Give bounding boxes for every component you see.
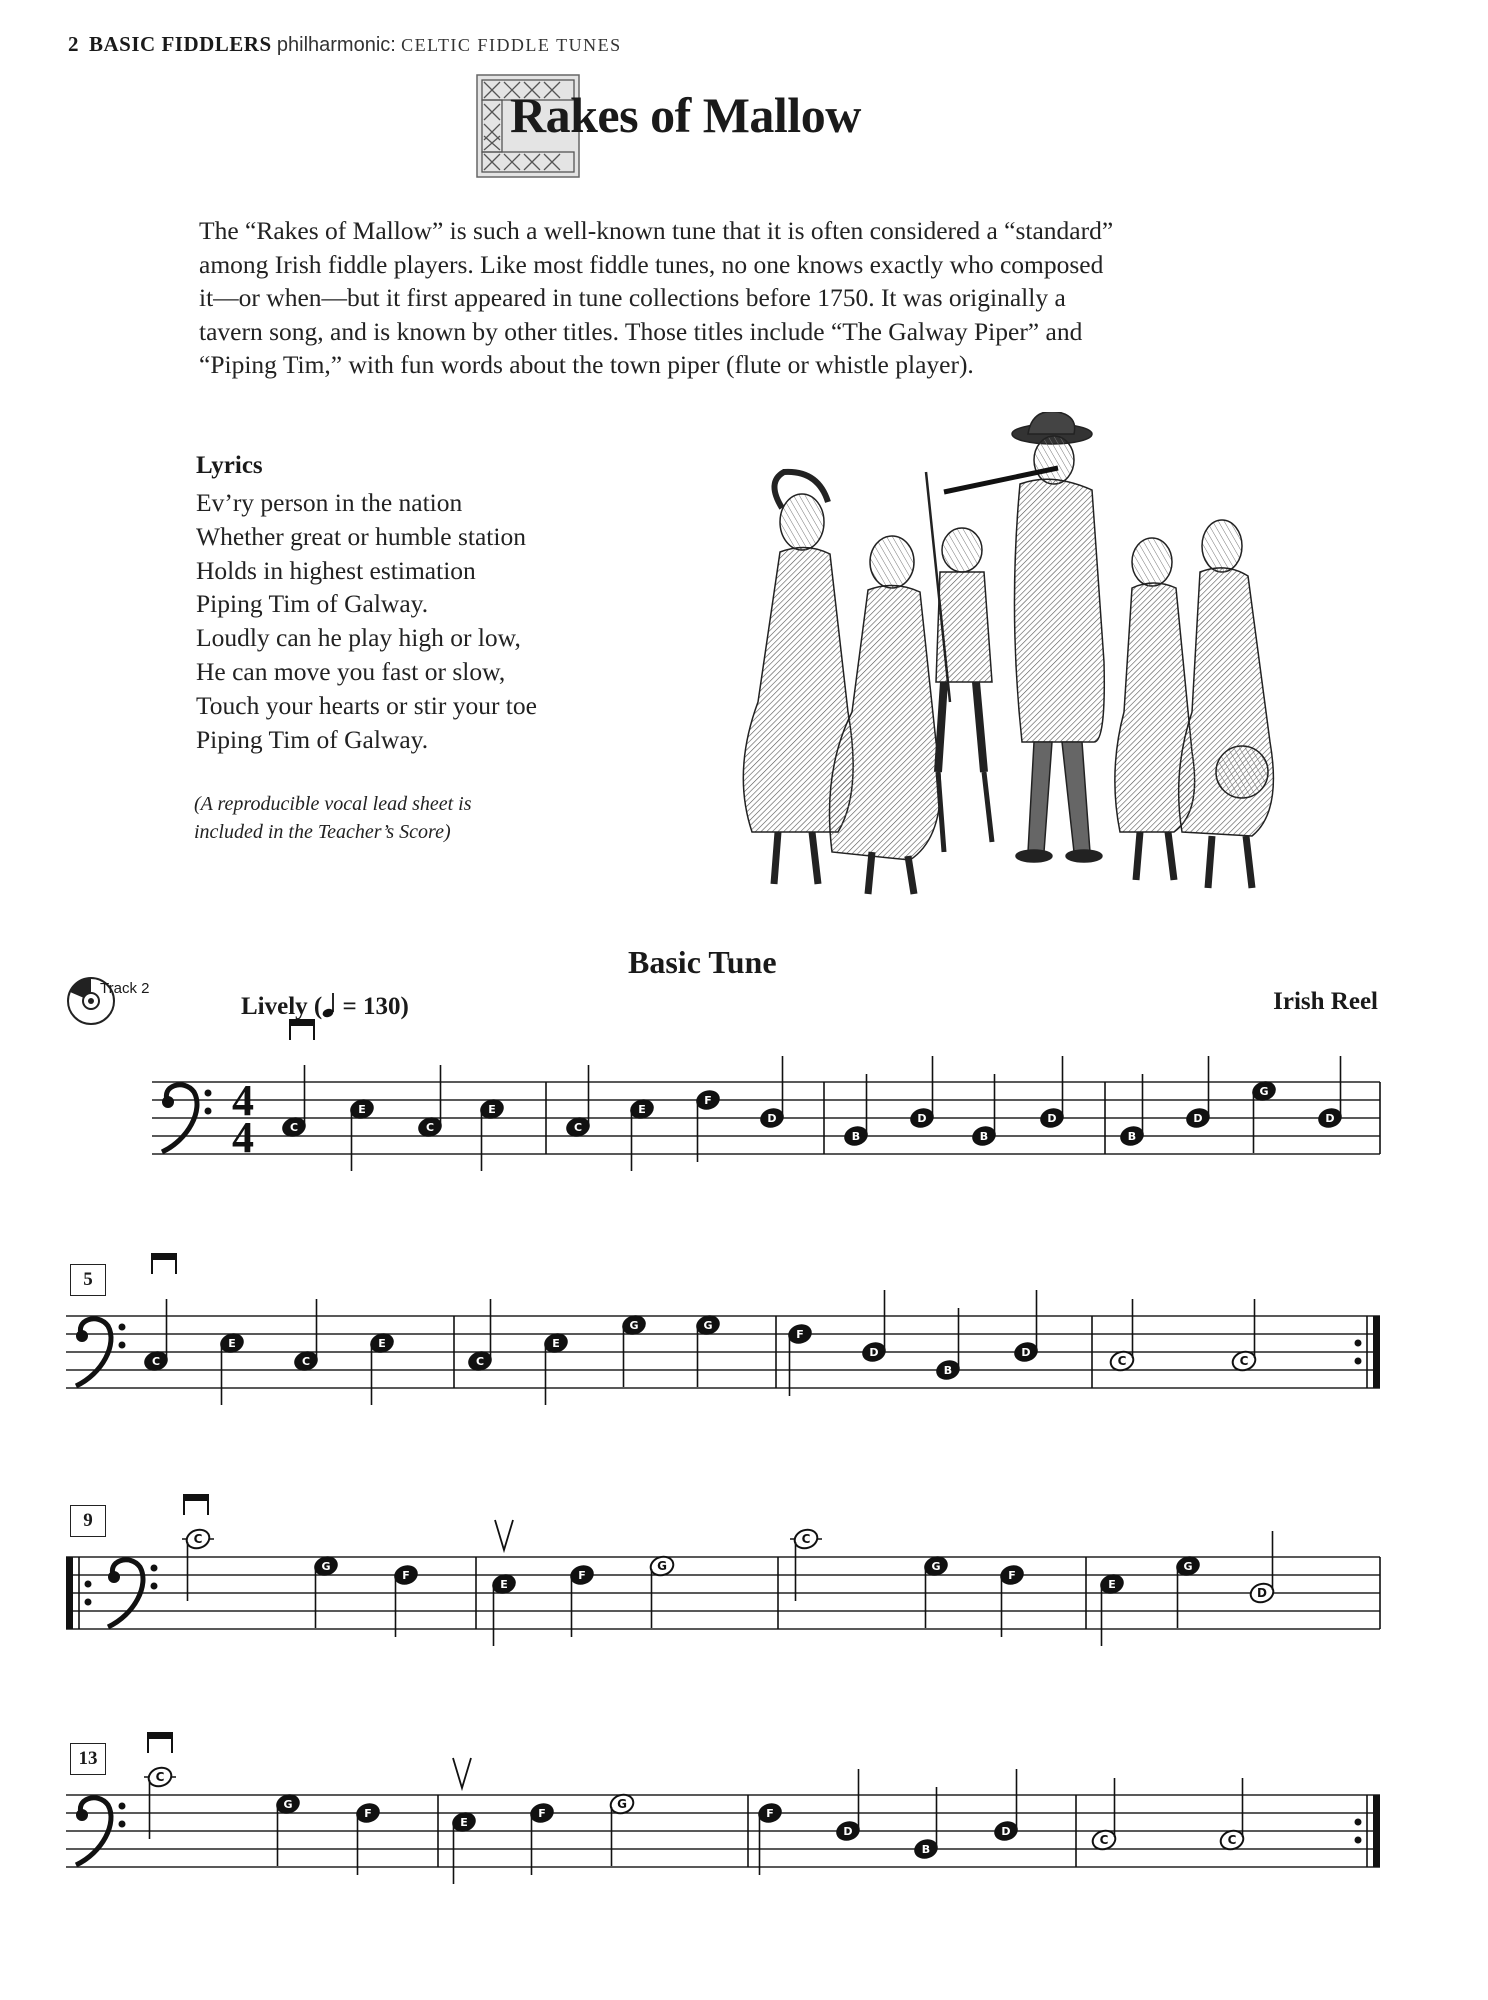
note-name-label: C: [1117, 1354, 1127, 1368]
section-title: Basic Tune: [628, 944, 777, 980]
note: [368, 1331, 395, 1405]
note: [970, 1074, 997, 1148]
note-name-label: G: [617, 1797, 627, 1811]
intro-line: tavern song, and is known by other titles. Those titles include “The Galway Piper” and: [199, 316, 1083, 346]
note: [392, 1563, 419, 1637]
note: [490, 1572, 517, 1646]
collection-name: CELTIC FIDDLE TUNES: [401, 35, 622, 55]
note-name-label: E: [228, 1337, 236, 1350]
lead-sheet-note-line: (A reproducible vocal lead sheet is: [194, 793, 472, 815]
lyric-line: He can move you fast or slow,: [196, 656, 506, 686]
bass-clef-dot: [108, 1571, 120, 1583]
note: [628, 1097, 655, 1171]
note: [478, 1097, 505, 1171]
note: [648, 1554, 675, 1628]
time-signature-bottom: 4: [232, 1113, 254, 1162]
note: [450, 1810, 477, 1884]
note: [182, 1527, 214, 1601]
tempo-value: 130: [363, 993, 401, 1020]
bass-clef-dot: [151, 1583, 158, 1590]
note: [842, 1074, 869, 1148]
note: [1118, 1074, 1145, 1148]
note-name-label: E: [488, 1103, 496, 1116]
note-name-label: B: [979, 1130, 989, 1143]
bass-clef-dot: [119, 1324, 126, 1331]
note: [348, 1097, 375, 1171]
note: [1090, 1778, 1117, 1852]
intro-line: “Piping Tim,” with fun words about the town piper (flute or whistle player).: [199, 350, 974, 379]
note: [466, 1299, 493, 1373]
note-name-label: C: [1227, 1833, 1237, 1847]
note: [922, 1554, 949, 1628]
note: [786, 1322, 813, 1396]
bass-clef-dot: [162, 1096, 174, 1108]
bass-clef-dot: [119, 1342, 126, 1349]
intro-line: among Irish fiddle players. Like most fiddle tunes, no one knows exactly who composed: [199, 249, 1104, 279]
lyric-line: Loudly can he play high or low,: [196, 623, 521, 653]
note: [1108, 1299, 1135, 1373]
note-name-label: D: [1257, 1586, 1267, 1600]
staff-system: [66, 1733, 1380, 1884]
note-name-label: F: [364, 1807, 372, 1820]
note-name-label: D: [917, 1112, 927, 1125]
note: [1012, 1290, 1039, 1364]
note-name-label: E: [378, 1337, 386, 1350]
note: [934, 1308, 961, 1382]
note-name-label: E: [552, 1337, 560, 1350]
note: [354, 1801, 381, 1875]
measure-number-box: 5: [70, 1264, 106, 1296]
note-name-label: B: [943, 1364, 953, 1377]
note: [694, 1088, 721, 1162]
repeat-dot: [85, 1581, 92, 1588]
repeat-dot: [1355, 1837, 1362, 1844]
note: [1218, 1778, 1245, 1852]
note-name-label: G: [629, 1319, 639, 1332]
note: [790, 1527, 822, 1601]
down-bow-bar: [184, 1495, 208, 1501]
repeat-dot: [85, 1599, 92, 1606]
tempo-marking: Lively ( = 130): [241, 993, 409, 1020]
note-name-label: C: [301, 1355, 311, 1368]
note: [756, 1801, 783, 1875]
repeat-thick-bar: [1373, 1795, 1380, 1867]
note-name-label: C: [573, 1121, 583, 1134]
note: [1038, 1056, 1065, 1130]
lyric-line: Touch your hearts or stir your toe: [196, 690, 537, 720]
note: [218, 1331, 245, 1405]
note-name-label: E: [1108, 1578, 1116, 1591]
bass-clef-dot: [119, 1803, 126, 1810]
note-name-label: D: [1325, 1112, 1335, 1125]
note-name-label: C: [155, 1770, 165, 1784]
down-bow-bar: [152, 1254, 176, 1260]
page-title: Rakes of Mallow: [510, 87, 861, 143]
note-name-label: D: [1193, 1112, 1203, 1125]
imprint-name: philharmonic:: [276, 34, 396, 56]
note: [142, 1299, 169, 1373]
repeat-dot: [1355, 1819, 1362, 1826]
note-name-label: D: [1001, 1825, 1011, 1838]
note-name-label: F: [538, 1807, 546, 1820]
note-name-label: C: [1099, 1833, 1109, 1847]
note: [694, 1313, 721, 1387]
note-name-label: C: [193, 1532, 203, 1546]
note-name-label: D: [767, 1112, 777, 1125]
up-bow-icon: [453, 1758, 471, 1788]
note: [1098, 1572, 1125, 1646]
intro-line: it—or when—but it first appeared in tune collections before 1750. It was originally a: [199, 283, 1066, 312]
tune-style: Irish Reel: [1273, 988, 1378, 1015]
lyric-line: Piping Tim of Galway.: [196, 724, 429, 754]
measure-number-box: 13: [70, 1743, 106, 1775]
tempo-word: Lively: [241, 993, 308, 1020]
time-signature-top: 4: [232, 1076, 254, 1125]
note: [292, 1299, 319, 1373]
bass-clef-dot: [119, 1821, 126, 1828]
note-name-label: E: [638, 1103, 646, 1116]
note-name-label: F: [1008, 1569, 1016, 1582]
track-label: Track 2: [100, 980, 150, 997]
staff-system: [66, 1495, 1380, 1646]
note-name-label: D: [869, 1346, 879, 1359]
note-name-label: F: [402, 1569, 410, 1582]
series-name: BASIC FIDDLERS: [89, 32, 272, 56]
page-number: 2: [68, 32, 79, 56]
note-name-label: E: [460, 1816, 468, 1829]
lyric-line: Whether great or humble station: [196, 521, 526, 551]
note: [834, 1769, 861, 1843]
lyrics-heading: Lyrics: [196, 452, 263, 479]
note-name-label: B: [921, 1843, 931, 1856]
lead-sheet-note-line: included in the Teacher’s Score): [194, 821, 451, 843]
note-name-label: G: [931, 1560, 941, 1573]
note-name-label: B: [1127, 1130, 1137, 1143]
note: [274, 1792, 301, 1866]
note: [912, 1787, 939, 1861]
lyric-line: Piping Tim of Galway.: [196, 589, 429, 619]
note-name-label: F: [578, 1569, 586, 1582]
note-name-label: F: [704, 1094, 712, 1107]
note-name-label: G: [321, 1560, 331, 1573]
note: [542, 1331, 569, 1405]
note: [992, 1769, 1019, 1843]
bass-clef-dot: [151, 1565, 158, 1572]
note-name-label: E: [500, 1578, 508, 1591]
note-name-label: C: [1239, 1354, 1249, 1368]
note-name-label: F: [796, 1328, 804, 1341]
note-name-label: D: [843, 1825, 853, 1838]
note-name-label: C: [801, 1532, 811, 1546]
intro-line: The “Rakes of Mallow” is such a well-known tune that it is often considered a “standard”: [199, 216, 1114, 245]
note-name-label: C: [289, 1121, 299, 1134]
note-name-label: D: [1047, 1112, 1057, 1125]
note: [280, 1065, 307, 1139]
note: [528, 1801, 555, 1875]
bass-clef-dot: [205, 1090, 212, 1097]
note-name-label: G: [1183, 1560, 1193, 1573]
note: [1248, 1531, 1275, 1605]
note: [620, 1313, 647, 1387]
note: [998, 1563, 1025, 1637]
lyric-line: Holds in highest estimation: [196, 555, 476, 585]
lyric-line: Ev’ry person in the nation: [196, 488, 463, 517]
note: [758, 1056, 785, 1130]
note-name-label: C: [151, 1355, 161, 1368]
bass-clef-dot: [205, 1108, 212, 1115]
note: [416, 1065, 443, 1139]
repeat-thick-bar: [66, 1557, 73, 1629]
repeat-thick-bar: [1373, 1316, 1380, 1388]
note-name-label: B: [851, 1130, 861, 1143]
note-name-label: G: [657, 1559, 667, 1573]
note: [144, 1765, 176, 1839]
note: [1250, 1079, 1277, 1153]
note: [1174, 1554, 1201, 1628]
note: [1316, 1056, 1343, 1130]
bass-clef-dot: [76, 1330, 88, 1342]
note-name-label: C: [425, 1121, 435, 1134]
note-name-label: C: [475, 1355, 485, 1368]
repeat-dot: [1355, 1340, 1362, 1347]
staff-system: [152, 1020, 1380, 1171]
note: [908, 1056, 935, 1130]
note: [1184, 1056, 1211, 1130]
note: [568, 1563, 595, 1637]
staff-system: [66, 1254, 1380, 1405]
note: [564, 1065, 591, 1139]
down-bow-bar: [148, 1733, 172, 1739]
note: [312, 1554, 339, 1628]
note-name-label: F: [766, 1807, 774, 1820]
up-bow-icon: [495, 1520, 513, 1550]
note: [1230, 1299, 1257, 1373]
note-name-label: E: [358, 1103, 366, 1116]
note-name-label: G: [1259, 1085, 1269, 1098]
bass-clef-dot: [76, 1809, 88, 1821]
note-name-label: G: [283, 1798, 293, 1811]
repeat-dot: [1355, 1358, 1362, 1365]
measure-number-box: 9: [70, 1505, 106, 1537]
note: [860, 1290, 887, 1364]
down-bow-bar: [290, 1020, 314, 1026]
note-name-label: D: [1021, 1346, 1031, 1359]
note-name-label: G: [703, 1319, 713, 1332]
note: [608, 1792, 635, 1866]
